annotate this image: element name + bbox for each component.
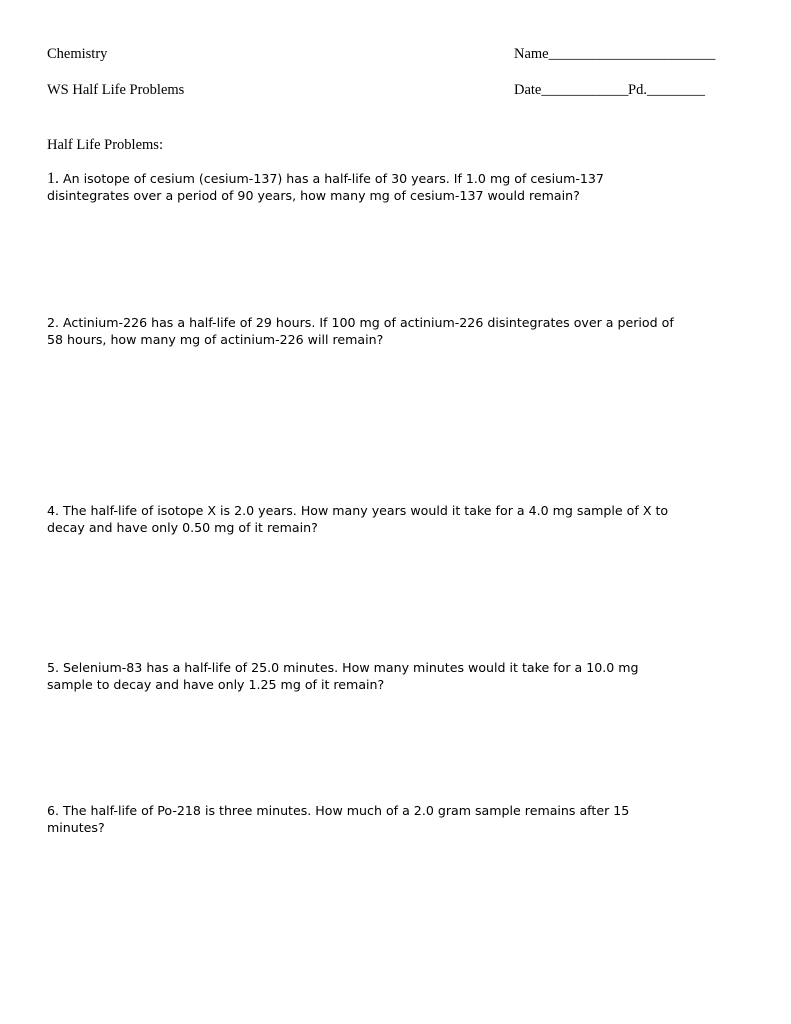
question-text-line2: disintegrates over a period of 90 years, how many mg of cesium-137 would remain?: [47, 188, 580, 203]
question-text-line2: 58 hours, how many mg of actinium-226 will remain?: [47, 332, 384, 347]
question-number: 5.: [47, 660, 60, 675]
question-number: 4.: [47, 503, 60, 518]
question-number: 1.: [47, 170, 59, 187]
question-1: [47, 170, 747, 204]
question-number: 6.: [47, 803, 60, 818]
question-2: [47, 314, 747, 348]
question-text-line1: The half-life of Po-218 is three minutes. How much of a 2.0 gram sample remains after 15: [59, 803, 630, 818]
name-field[interactable]: Name_______________________: [514, 46, 716, 62]
question-text-line1: Actinium-226 has a half-life of 29 hours. If 100 mg of actinium-226 disintegrates over a period of: [59, 315, 674, 330]
question-text-line2: sample to decay and have only 1.25 mg of it remain?: [47, 677, 385, 692]
question-text-line1: Selenium-83 has a half-life of 25.0 minutes. How many minutes would it take for a 10.0 mg: [59, 660, 639, 675]
question-text-line2: minutes?: [47, 820, 105, 835]
section-title: Half Life Problems:: [47, 137, 163, 153]
question-6: [47, 802, 747, 836]
question-number: 2.: [47, 315, 60, 330]
question-text-line1: The half-life of isotope X is 2.0 years. How many years would it take for a 4.0 mg sample of X to: [59, 503, 669, 518]
period-field[interactable]: Pd.________: [628, 82, 705, 98]
question-5: [47, 659, 747, 693]
question-text-line1: An isotope of cesium (cesium-137) has a half-life of 30 years. If 1.0 mg of cesium-137: [59, 171, 604, 186]
question-text-line2: decay and have only 0.50 mg of it remain?: [47, 520, 318, 535]
subject-label: Chemistry: [47, 46, 108, 62]
date-field[interactable]: Date____________: [514, 82, 629, 98]
question-4: [47, 502, 747, 536]
worksheet-title: WS Half Life Problems: [47, 82, 185, 98]
